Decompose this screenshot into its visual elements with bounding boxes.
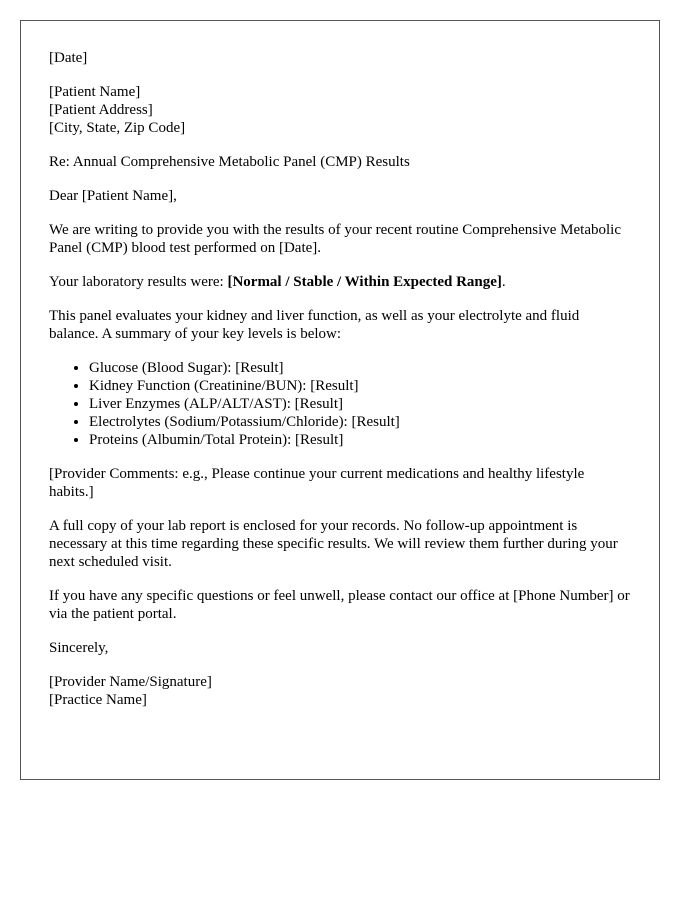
letter-date: [Date] [49,50,88,66]
list-item-proteins: • Proteins (Albumin/Total Protein): [Result] [89,431,631,449]
intro-paragraph: We are writing to provide you with the results of your recent routine Comprehensive Metabolic Panel (CMP) blood test performed on [Date]. [49,222,621,256]
results-prefix: Your laboratory results were: [49,274,228,290]
list-item-kidney-function: • Kidney Function (Creatinine/BUN): [Result] [89,377,631,395]
patient-address: [Patient Address] [49,102,153,118]
city-state-zip: [City, State, Zip Code] [49,120,186,136]
report-note: A full copy of your lab report is enclosed for your records. No follow-up appointment is necessary at this time regarding these specific results. We will review them further during your next scheduled visit. [49,518,618,570]
patient-name: [Patient Name] [49,84,141,100]
subject-line: Re: Annual Comprehensive Metabolic Panel (CMP) Results [49,154,410,170]
contact-note: If you have any specific questions or feel unwell, please contact our office at [Phone Number] or via the patient portal. [49,588,630,622]
list-item-liver-enzymes: • Liver Enzymes (ALP/ALT/AST): [Result] [89,395,631,413]
results-suffix: . [501,274,506,290]
letter-page [20,20,660,780]
list-item-glucose: • Glucose (Blood Sugar): [Result] [89,359,631,377]
list-item-electrolytes: • Electrolytes (Sodium/Potassium/Chloride): [Result] [89,413,631,431]
results-value: [Normal / Stable / Within Expected Range] [227,274,502,290]
results-paragraph [49,273,631,291]
provider-signature: [Provider Name/Signature] [49,674,212,690]
provider-comments: [Provider Comments: e.g., Please continue your current medications and healthy lifestyle habits.] [49,466,585,500]
salutation: Dear [Patient Name], [49,188,177,204]
panel-description: This panel evaluates your kidney and liver function, as well as your electrolyte and fluid balance. A summary of your key levels is below: [49,308,580,342]
recipient-block [49,83,631,137]
closing: Sincerely, [49,640,109,656]
signature-block [49,673,631,709]
practice-name: [Practice Name] [49,692,147,708]
levels-list [49,359,631,449]
